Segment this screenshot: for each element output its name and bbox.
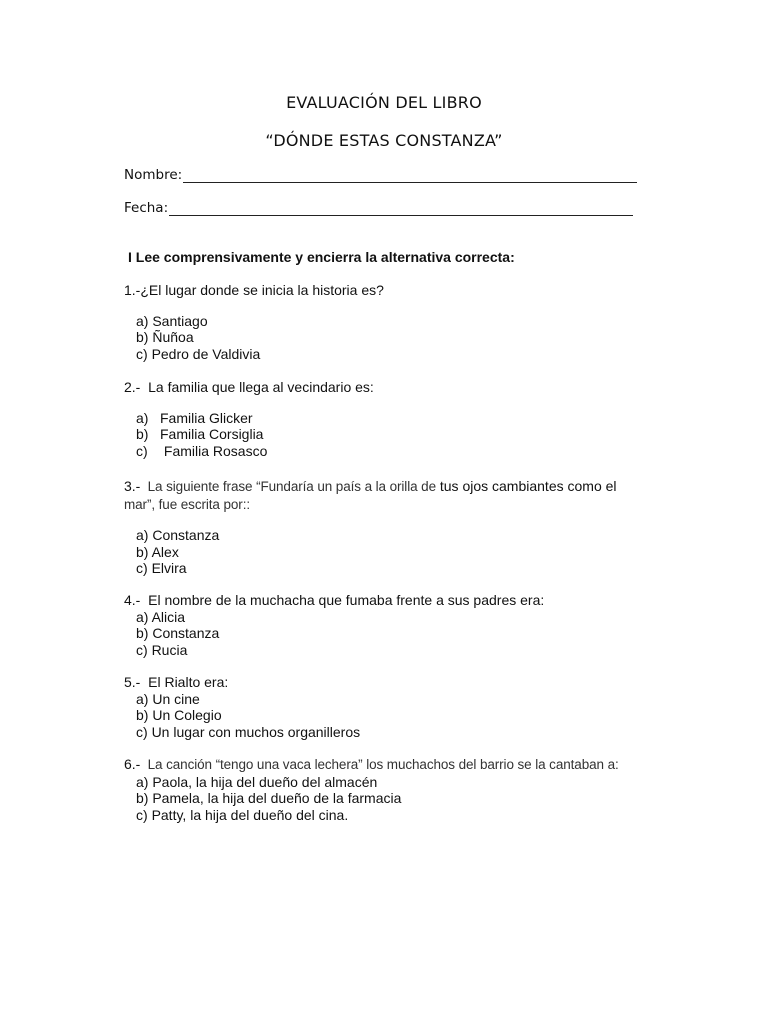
question-3 (124, 478, 644, 577)
option-list (124, 609, 644, 659)
option-letter: c) (136, 806, 148, 823)
name-field (124, 167, 637, 183)
option-item (136, 691, 644, 708)
option-item (136, 707, 644, 724)
question-6 (124, 756, 644, 823)
question-2 (124, 379, 644, 459)
option-list (124, 691, 644, 741)
option-text: Constanza (152, 625, 220, 641)
question-number: 3.- (124, 478, 141, 494)
option-text: Un cine (152, 690, 200, 707)
option-item (136, 790, 644, 807)
name-label: Nombre: (124, 167, 183, 183)
option-text: Constanza (152, 527, 220, 543)
question-1 (124, 282, 644, 362)
option-text: Un Colegio (152, 707, 222, 723)
question-text: 1.-¿El lugar donde se inicia la historia es? (124, 282, 384, 298)
option-letter: b) (136, 707, 149, 723)
option-letter: a) (136, 312, 149, 329)
question-4 (124, 592, 644, 658)
question-text-part: La canción “tengo una vaca lechera” los muchachos del barrio se la cantaban a: (140, 757, 619, 772)
option-item (136, 807, 644, 824)
option-letter: b) (136, 625, 149, 641)
instructions: I Lee comprensivamente y encierra la alternativa correcta: (128, 249, 515, 265)
option-letter: a) (136, 527, 149, 543)
option-text: Familia Corsiglia (160, 426, 264, 442)
option-item (136, 313, 644, 330)
option-list (124, 527, 644, 577)
option-item (136, 642, 644, 659)
question-5 (124, 674, 644, 740)
option-letter: a) (136, 690, 149, 707)
option-letter: c) (136, 723, 148, 740)
option-letter: c) (136, 345, 148, 362)
option-text: Familia Rosasco (160, 442, 268, 459)
option-item (136, 346, 644, 363)
date-field (124, 200, 633, 216)
option-letter: b) (136, 426, 149, 442)
question-text-part: La siguiente frase “Fundaría un país a la orilla de (140, 479, 436, 494)
option-text: Pamela, la hija del dueño de la farmacia (152, 790, 402, 806)
question-text-part: mar”, fue escrita por:: (124, 496, 250, 512)
option-text: Paola, la hija del dueño del almacén (152, 773, 378, 790)
option-item (136, 560, 644, 577)
option-text: Elvira (151, 560, 187, 576)
option-letter: b) (136, 329, 149, 345)
option-text: Alex (151, 543, 179, 560)
option-item (136, 544, 644, 561)
book-title: “DÓNDE ESTAS CONSTANZA” (265, 131, 503, 150)
question-text: 2.- La familia que llega al vecindario es: (124, 379, 374, 395)
option-item (136, 724, 644, 741)
question-text (124, 756, 644, 774)
option-item (136, 527, 644, 544)
question-text: 5.- El Rialto era: (124, 674, 229, 690)
option-list (124, 410, 644, 460)
option-letter: b) (136, 543, 149, 560)
option-item (136, 410, 644, 427)
question-text: 4.- El nombre de la muchacha que fumaba frente a sus padres era: (124, 592, 545, 608)
option-text: Pedro de Valdivia (151, 345, 261, 362)
document-title: EVALUACIÓN DEL LIBRO (286, 93, 482, 112)
option-item (136, 329, 644, 346)
option-letter: c) (136, 442, 148, 459)
option-item (136, 625, 644, 642)
name-blank-line (183, 168, 637, 183)
option-text: Un lugar con muchos organilleros (151, 723, 361, 740)
question-text (124, 478, 644, 496)
question-number: 6.- (124, 756, 141, 772)
option-text: Familia Glicker (160, 409, 253, 426)
option-text: Rucia (151, 641, 188, 658)
option-text: Santiago (152, 312, 208, 329)
option-letter: c) (136, 641, 148, 658)
option-text: Patty, la hija del dueño del cina. (151, 806, 349, 823)
option-item (136, 609, 644, 626)
option-text: Ñuñoa (152, 329, 194, 345)
question-text-line2 (124, 496, 644, 514)
option-item (136, 443, 644, 460)
option-letter: a) (136, 409, 149, 426)
option-letter: a) (136, 773, 149, 790)
date-label: Fecha: (124, 200, 169, 216)
option-list (124, 774, 644, 824)
option-item (136, 774, 644, 791)
option-text: Alicia (151, 608, 186, 625)
option-letter: a) (136, 608, 149, 625)
option-letter: c) (136, 560, 148, 576)
option-letter: b) (136, 790, 149, 806)
date-blank-line (169, 201, 633, 216)
option-item (136, 426, 644, 443)
option-list (124, 313, 644, 363)
question-text-part: tus ojos cambiantes como el (435, 478, 617, 494)
